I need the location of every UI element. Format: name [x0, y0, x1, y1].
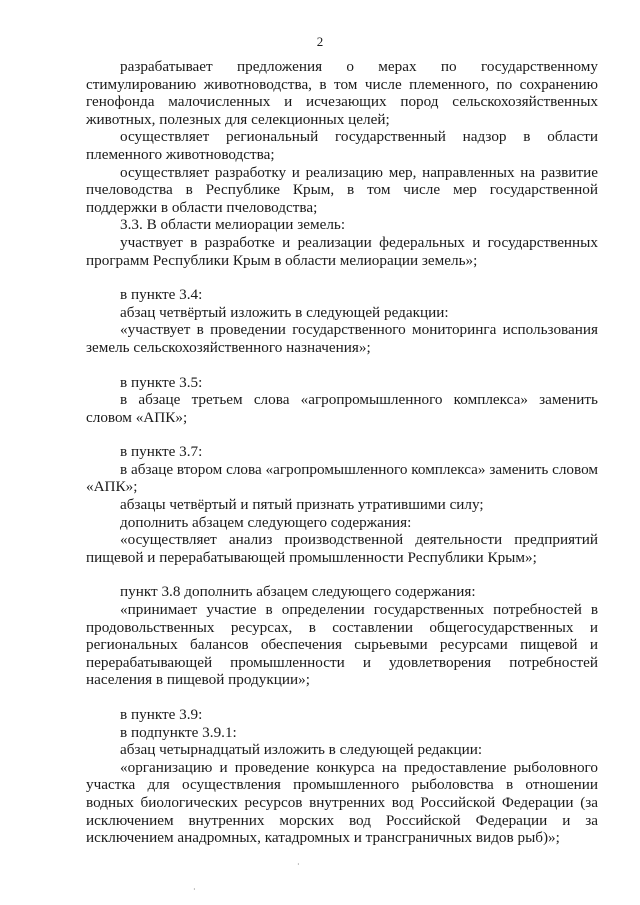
paragraph-gap [86, 566, 598, 583]
scan-speck: · [193, 885, 196, 894]
scan-speck: · [297, 860, 300, 869]
paragraph: в пункте 3.5: [120, 373, 203, 391]
paragraph: в абзаце втором слова «агропромышленного комплекса» заменить словом «АПК»; [86, 460, 598, 496]
paragraph: в абзаце третьем слова «агропромышленного комплекса» заменить словом «АПК»; [86, 391, 598, 426]
paragraph: в пункте 3.4: [120, 286, 203, 304]
paragraph-gap [86, 689, 598, 706]
paragraph: абзацы четвёртый и пятый признать утратившими силу; [120, 496, 484, 514]
paragraph-gap [86, 269, 598, 286]
paragraph: «организацию и проведение конкурса на предоставление рыболовного участка для осуществления промышленного рыболовства в отношении водных биологических ресурсов внутренних вод Российской Федерации (за исключением внутренних морских вод Российской Федерации и за исключением анадромных, катадромных и трансграничных видов рыб)»; [86, 758, 598, 847]
paragraph: в подпункте 3.9.1: [120, 723, 237, 741]
paragraph: «участвует в проведении государственного мониторинга использования земель сельскохозяйственного назначения»; [86, 321, 598, 356]
paragraph: осуществляет разработку и реализацию мер, направленных на развитие пчеловодства в Республике Крым, в том числе мер государственной поддержки в области пчеловодства; [86, 163, 598, 216]
paragraph: «принимает участие в определении государственных потребностей в продовольственных ресурсах, в составлении общегосударственных и региональных балансов обеспечения сырьевыми ресурсами пищевой и перерабатывающей промышленности и удовлетворения потребностей населения в пищевой продукции»; [86, 601, 598, 689]
paragraph: в пункте 3.7: [120, 443, 203, 461]
section-heading: 3.3. В области мелиорации земель: [120, 216, 346, 234]
paragraph: пункт 3.8 дополнить абзацем следующего содержания: [120, 583, 476, 601]
paragraph-gap [86, 426, 598, 443]
page-number: 2 [316, 34, 324, 49]
paragraph: «осуществляет анализ производственной деятельности предприятий пищевой и перерабатывающей промышленности Республики Крым»; [86, 531, 598, 566]
paragraph: дополнить абзацем следующего содержания: [120, 513, 412, 531]
paragraph: разрабатывает предложения о мерах по государственному стимулированию животноводства, в том числе племенного, по сохранению генофонда малочисленных и исчезающих пород сельскохозяйственных животных, полезных для селекционных целей; [86, 58, 598, 128]
document-body [86, 58, 598, 847]
paragraph: осуществляет региональный государственный надзор в области племенного животноводства; [86, 128, 598, 163]
paragraph: абзац четвёртый изложить в следующей редакции: [120, 303, 449, 321]
paragraph: абзац четырнадцатый изложить в следующей редакции: [120, 741, 483, 759]
paragraph: участвует в разработке и реализации федеральных и государственных программ Республики Крым в области мелиорации земель»; [86, 233, 598, 269]
paragraph-gap [86, 357, 598, 374]
paragraph: в пункте 3.9: [120, 706, 203, 723]
